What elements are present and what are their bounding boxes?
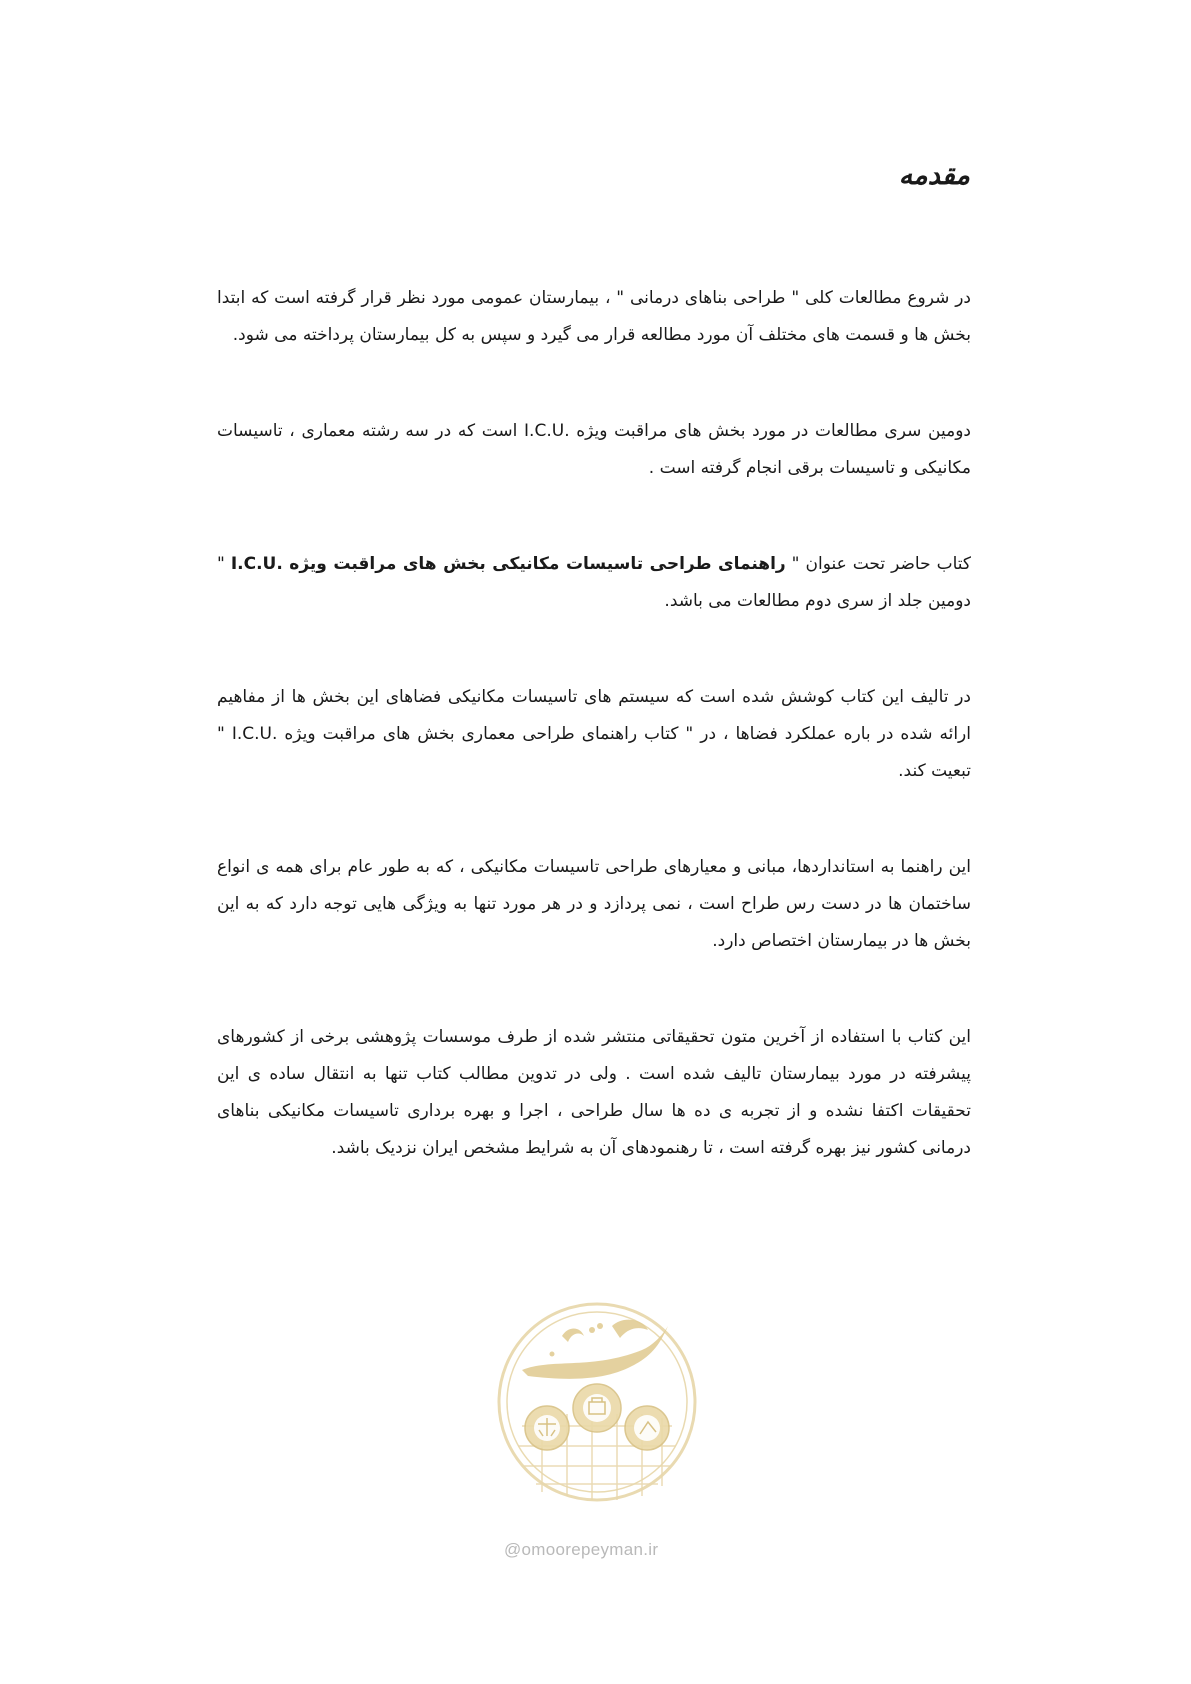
- watermark-url: @omoorepeyman.ir: [504, 1540, 659, 1559]
- book-title-bold: راهنمای طراحی تاسیسات مکانیکی بخش های مراقبت ویژه .I.C.U: [230, 554, 786, 574]
- document-body: [217, 280, 971, 1226]
- paragraph-3: [217, 546, 971, 620]
- page-title: مقدمه: [898, 160, 970, 191]
- paragraph-3-tail: " دومین جلد از سری دوم مطالعات می باشد.: [217, 554, 971, 611]
- paragraph-2: دومین سری مطالعات در مورد بخش های مراقبت ویژه .I.C.U است که در سه رشته معماری ، تاسیسات مکانیکی و تاسیسات برقی انجام گرفته است .: [217, 421, 971, 478]
- paragraph-6: این کتاب با استفاده از آخرین متون تحقیقاتی منتشر شده از طرف موسسات پژوهشی برخی از کشورهای پیشرفته در مورد بیمارستان تالیف شده است . ولی در تدوین مطالب کتاب تنها به انتقال ساده ی این تحقیقات اکتفا نشده و از تجربه ی ده ها سال طراحی ، اجرا و بهره برداری تاسیسات مکانیکی بناهای درمانی کشور نیز بهره گرفته است ، تا رهنمودهای آن به شرایط مشخص ایران نزدیک باشد.: [217, 1027, 971, 1158]
- omoorepeyman-logo-watermark: [492, 1296, 702, 1522]
- paragraph-4: در تالیف این کتاب کوشش شده است که سیستم های تاسیسات مکانیکی فضاهای این بخش ها از مفاهیم ارائه شده در باره عملکرد فضاها ، در " کتاب راهنمای طراحی معماری بخش های مراقبت ویژه .I.C.U " تبعیت کند.: [217, 687, 971, 781]
- paragraph-1: در شروع مطالعات کلی " طراحی بناهای درمانی " ، بیمارستان عمومی مورد نظر قرار گرفته است که ابتدا بخش ها و قسمت های مختلف آن مورد مطالعه قرار می گیرد و سپس به کل بیمارستان پرداخته می شود.: [217, 288, 971, 345]
- paragraph-5: این راهنما به استانداردها، مبانی و معیارهای طراحی تاسیسات مکانیکی ، که به طور عام برای همه ی انواع ساختمان ها در دست رس طراح است ، نمی پردازد و در هر مورد تنها به ویژگی هایی توجه دارد که به این بخش ها در بیمارستان اختصاص دارد.: [217, 857, 971, 951]
- paragraph-3-lead: کتاب حاضر تحت عنوان ": [785, 554, 971, 574]
